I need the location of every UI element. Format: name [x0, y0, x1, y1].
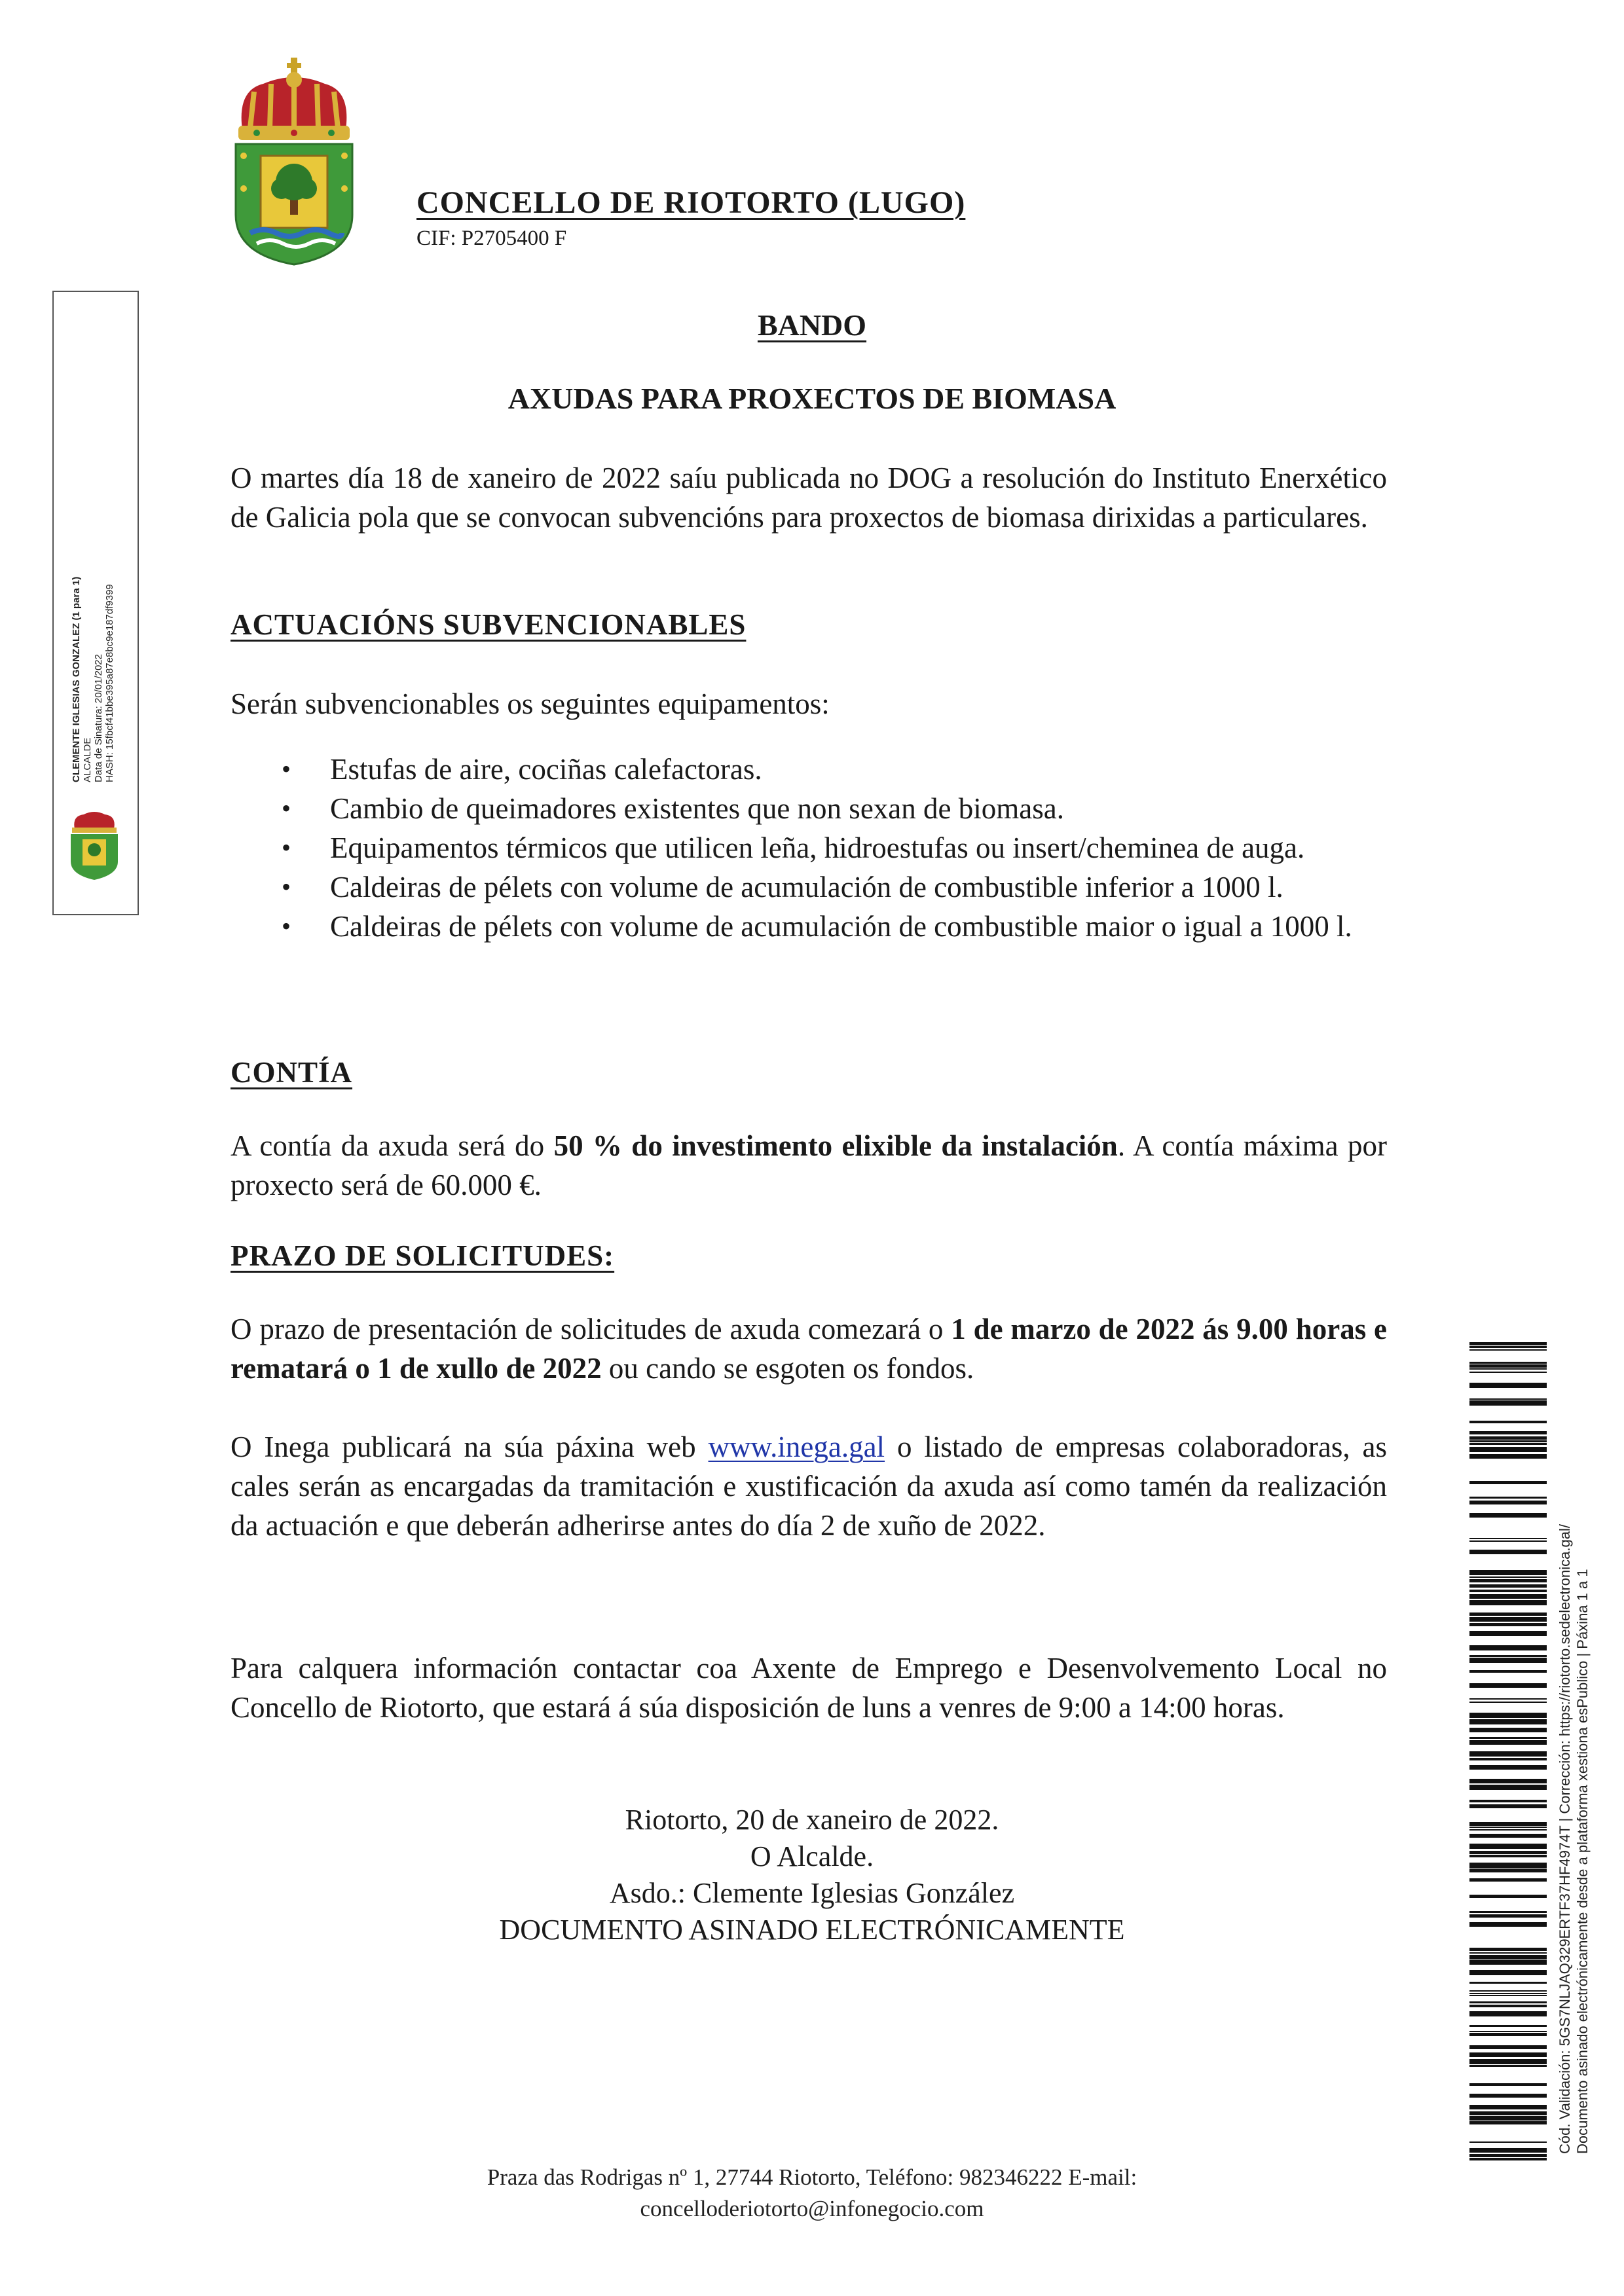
- list-item: • Cambio de queimadores existentes que non sexan de biomasa.: [231, 789, 1387, 828]
- organization-cif: CIF: P2705400 F: [416, 227, 567, 250]
- signer-role: ALCALDE: [82, 737, 93, 782]
- actuacions-heading: ACTUACIÓNS SUBVENCIONABLES: [231, 608, 747, 641]
- organization-name: CONCELLO DE RIOTORTO (LUGO): [416, 185, 966, 220]
- list-item: • Caldeiras de pélets con volume de acumulación de combustible inferior a 1000 l.: [231, 867, 1387, 907]
- equipment-list: [231, 750, 1387, 946]
- stamp-crest-icon: [64, 809, 124, 881]
- list-item: • Estufas de aire, cociñas calefactoras.: [231, 750, 1387, 789]
- actuacions-lead: Serán subvencionables os seguintes equipamentos:: [231, 687, 830, 720]
- contact-paragraph: Para calquera información contactar coa Axente de Emprego e Desenvolvemento Local no Concello de Riotorto, que estará á súa disposición de luns a venres de 9:00 a 14:00 horas.: [231, 1652, 1387, 1724]
- footer: [0, 2162, 1624, 2225]
- validation-platform: Documento asinado electrónicamente desde a plataforma xestiona esPublico | Páxina 1 a 1: [1574, 1569, 1591, 2154]
- contia-heading: CONTÍA: [231, 1056, 353, 1089]
- prazo-heading: PRAZO DE SOLICITUDES:: [231, 1239, 615, 1272]
- barcode-icon: [1469, 1342, 1547, 2160]
- validation-text: [1556, 1421, 1602, 2154]
- footer-email: concelloderiotorto@infonegocio.com: [640, 2196, 984, 2221]
- list-item: • Equipamentos térmicos que utilicen leña, hidroestufas ou insert/cheminea de auga.: [231, 828, 1387, 867]
- inega-paragraph: O Inega publicará na súa páxina web www.inega.gal o listado de empresas colaboradoras, as cales serán as encargadas da tramitación e xustificación da axuda así como tamén da realización da actuación e que deberán adherirse antes do día 2 de xuño de 2022.: [231, 1430, 1388, 1542]
- signature-hash: HASH: 15fbcf41bbe395a87e8bc9e187df9399: [104, 584, 115, 782]
- prazo-paragraph: O prazo de presentación de solicitudes de axuda comezará o 1 de marzo de 2022 ás 9.00 horas e rematará o 1 de xullo de 2022 ou cando se esgoten os fondos.: [231, 1313, 1387, 1385]
- place-date: Riotorto, 20 de xaneiro de 2022.: [625, 1804, 999, 1836]
- document-type-title: BANDO: [757, 308, 867, 342]
- signature-stamp-text: [71, 452, 117, 782]
- coat-of-arms-icon: [231, 58, 358, 266]
- list-item: • Caldeiras de pélets con volume de acumulación de combustible maior o igual a 1000 l.: [231, 907, 1387, 946]
- signer-name: CLEMENTE IGLESIAS GONZALEZ (1 para 1): [71, 576, 82, 782]
- signature-block: [0, 1802, 1624, 1948]
- prazo-dates: 1 de marzo de 2022 ás 9.00 horas e rematará o 1 de xullo de 2022: [231, 1313, 1387, 1385]
- contia-amount: 50 % do investimento elixible da instalación: [553, 1129, 1118, 1162]
- inega-link[interactable]: www.inega.gal: [708, 1430, 885, 1463]
- signer-signed: Asdo.: Clemente Iglesias González: [609, 1877, 1015, 1909]
- signature-date: Data de Sinatura: 20/01/2022: [93, 654, 104, 782]
- footer-address: Praza das Rodrigas nº 1, 27744 Riotorto, Teléfono: 982346222 E-mail:: [487, 2164, 1137, 2190]
- validation-code: Cód. Validación: 5GS7NLJAQ329ERTF37HF4974T | Corrección: https://riotorto.sedelectronica.gal/: [1557, 1524, 1573, 2154]
- intro-paragraph: O martes día 18 de xaneiro de 2022 saíu publicada no DOG a resolución do Instituto Enerxético de Galicia pola que se convocan subvencións para proxectos de biomasa dirixidas a particulares.: [231, 462, 1387, 534]
- document-subject: AXUDAS PARA PROXECTOS DE BIOMASA: [507, 382, 1116, 415]
- electronic-signature-note: DOCUMENTO ASINADO ELECTRÓNICAMENTE: [499, 1914, 1125, 1946]
- signer-title: O Alcalde.: [750, 1840, 874, 1872]
- contia-paragraph: A contía da axuda será do 50 % do investimento elixible da instalación. A contía máxima por proxecto será de 60.000 €.: [231, 1129, 1387, 1201]
